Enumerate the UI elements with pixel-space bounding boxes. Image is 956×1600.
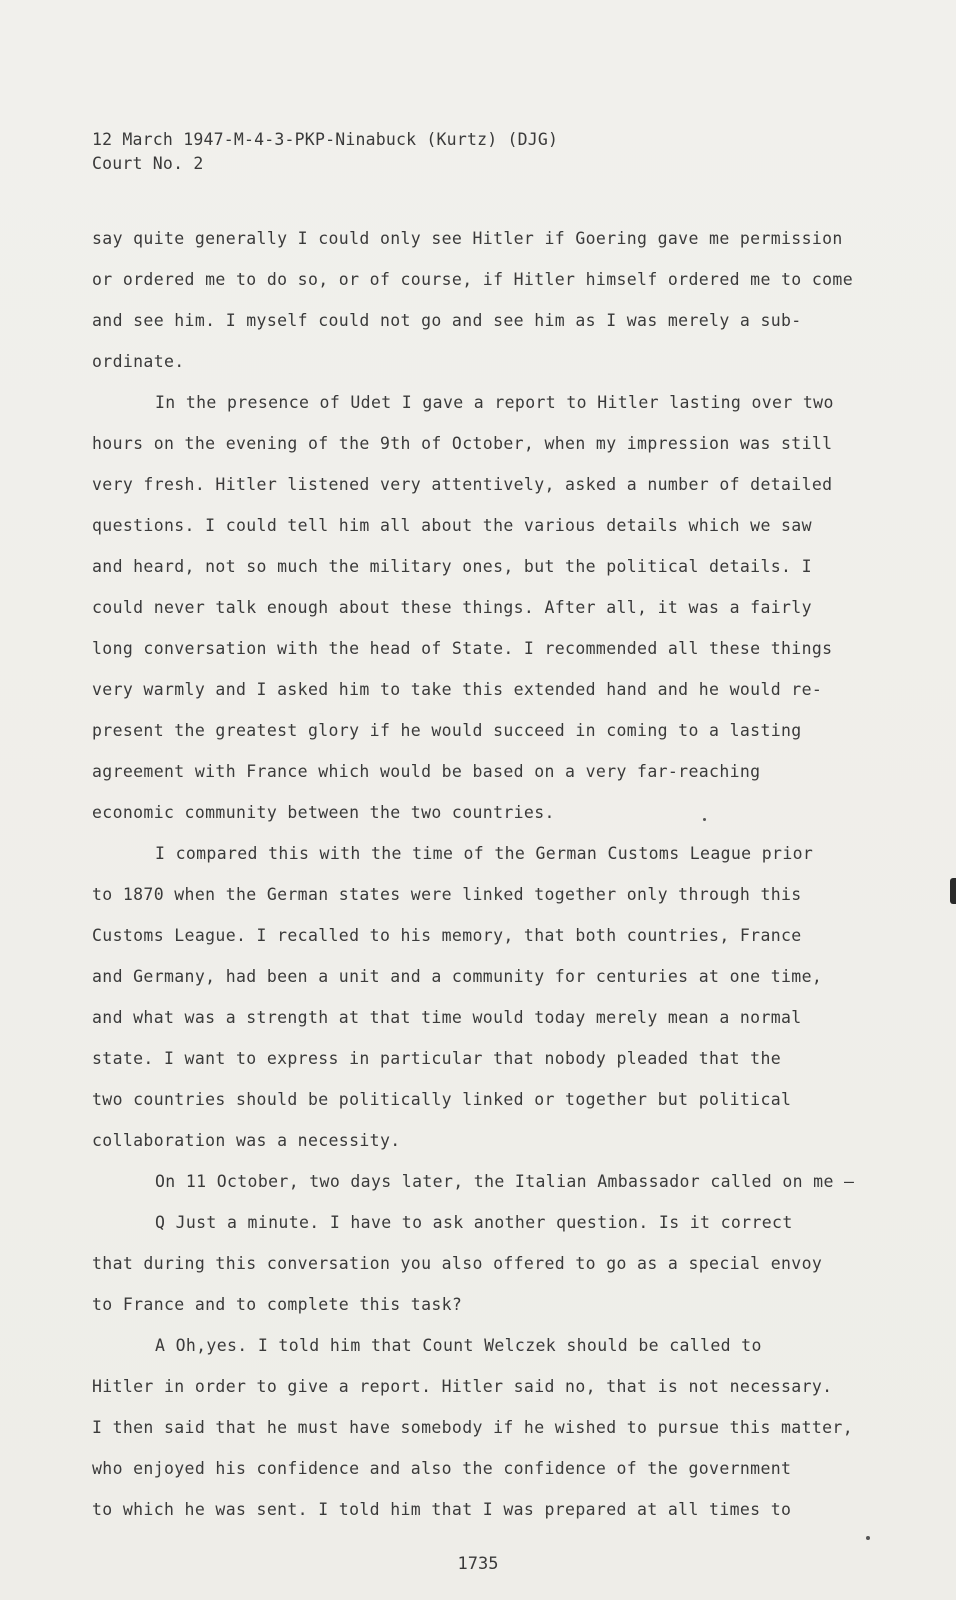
text-line: agreement with France which would be based on a very far-reaching bbox=[92, 762, 761, 781]
header-line-court: Court No. 2 bbox=[92, 154, 204, 173]
text-line: to 1870 when the German states were linked together only through this bbox=[92, 885, 802, 904]
text-line: A Oh,yes. I told him that Count Welczek should be called to bbox=[155, 1336, 762, 1355]
text-line: present the greatest glory if he would succeed in coming to a lasting bbox=[92, 721, 802, 740]
text-line: could never talk enough about these things. After all, it was a fairly bbox=[92, 598, 812, 617]
text-line: questions. I could tell him all about the various details which we saw bbox=[92, 516, 812, 535]
paper-speck bbox=[866, 1536, 870, 1540]
text-line: collaboration was a necessity. bbox=[92, 1131, 401, 1150]
text-line: I then said that he must have somebody if he wished to pursue this matter, bbox=[92, 1418, 854, 1437]
paper-speck bbox=[703, 818, 706, 821]
text-line: to which he was sent. I told him that I was prepared at all times to bbox=[92, 1500, 792, 1519]
text-line: Customs League. I recalled to his memory, that both countries, France bbox=[92, 926, 802, 945]
text-line: I compared this with the time of the German Customs League prior bbox=[155, 844, 814, 863]
text-line: say quite generally I could only see Hitler if Goering gave me permission bbox=[92, 229, 843, 248]
text-line: Hitler in order to give a report. Hitler said no, that is not necessary. bbox=[92, 1377, 833, 1396]
text-line: that during this conversation you also offered to go as a special envoy bbox=[92, 1254, 823, 1273]
page-number: 1735 bbox=[457, 1554, 499, 1574]
text-line: and what was a strength at that time would today merely mean a normal bbox=[92, 1008, 802, 1027]
document-header bbox=[92, 128, 558, 176]
text-line: hours on the evening of the 9th of October, when my impression was still bbox=[92, 434, 833, 453]
text-line: who enjoyed his confidence and also the confidence of the government bbox=[92, 1459, 792, 1478]
text-line: or ordered me to do so, or of course, if Hitler himself ordered me to come bbox=[92, 270, 854, 289]
text-line: to France and to complete this task? bbox=[92, 1295, 463, 1314]
header-line-date-reference: 12 March 1947-M-4-3-PKP-Ninabuck (Kurtz) (DJG) bbox=[92, 130, 559, 149]
binding-edge-mark bbox=[950, 878, 956, 904]
text-line: and heard, not so much the military ones, but the political details. I bbox=[92, 557, 812, 576]
text-line: state. I want to express in particular that nobody pleaded that the bbox=[92, 1049, 782, 1068]
text-line: economic community between the two countries. bbox=[92, 803, 555, 822]
text-line: two countries should be politically linked or together but political bbox=[92, 1090, 792, 1109]
text-line: very warmly and I asked him to take this extended hand and he would re- bbox=[92, 680, 823, 699]
text-line: In the presence of Udet I gave a report to Hitler lasting over two bbox=[155, 393, 834, 412]
text-line: ordinate. bbox=[92, 352, 185, 371]
text-line: long conversation with the head of State. I recommended all these things bbox=[92, 639, 833, 658]
text-line: and Germany, had been a unit and a community for centuries at one time, bbox=[92, 967, 823, 986]
text-line: On 11 October, two days later, the Italian Ambassador called on me — bbox=[155, 1172, 855, 1191]
text-line: very fresh. Hitler listened very attentively, asked a number of detailed bbox=[92, 475, 833, 494]
text-line: and see him. I myself could not go and see him as I was merely a sub- bbox=[92, 311, 802, 330]
text-line: Q Just a minute. I have to ask another question. Is it correct bbox=[155, 1213, 793, 1232]
